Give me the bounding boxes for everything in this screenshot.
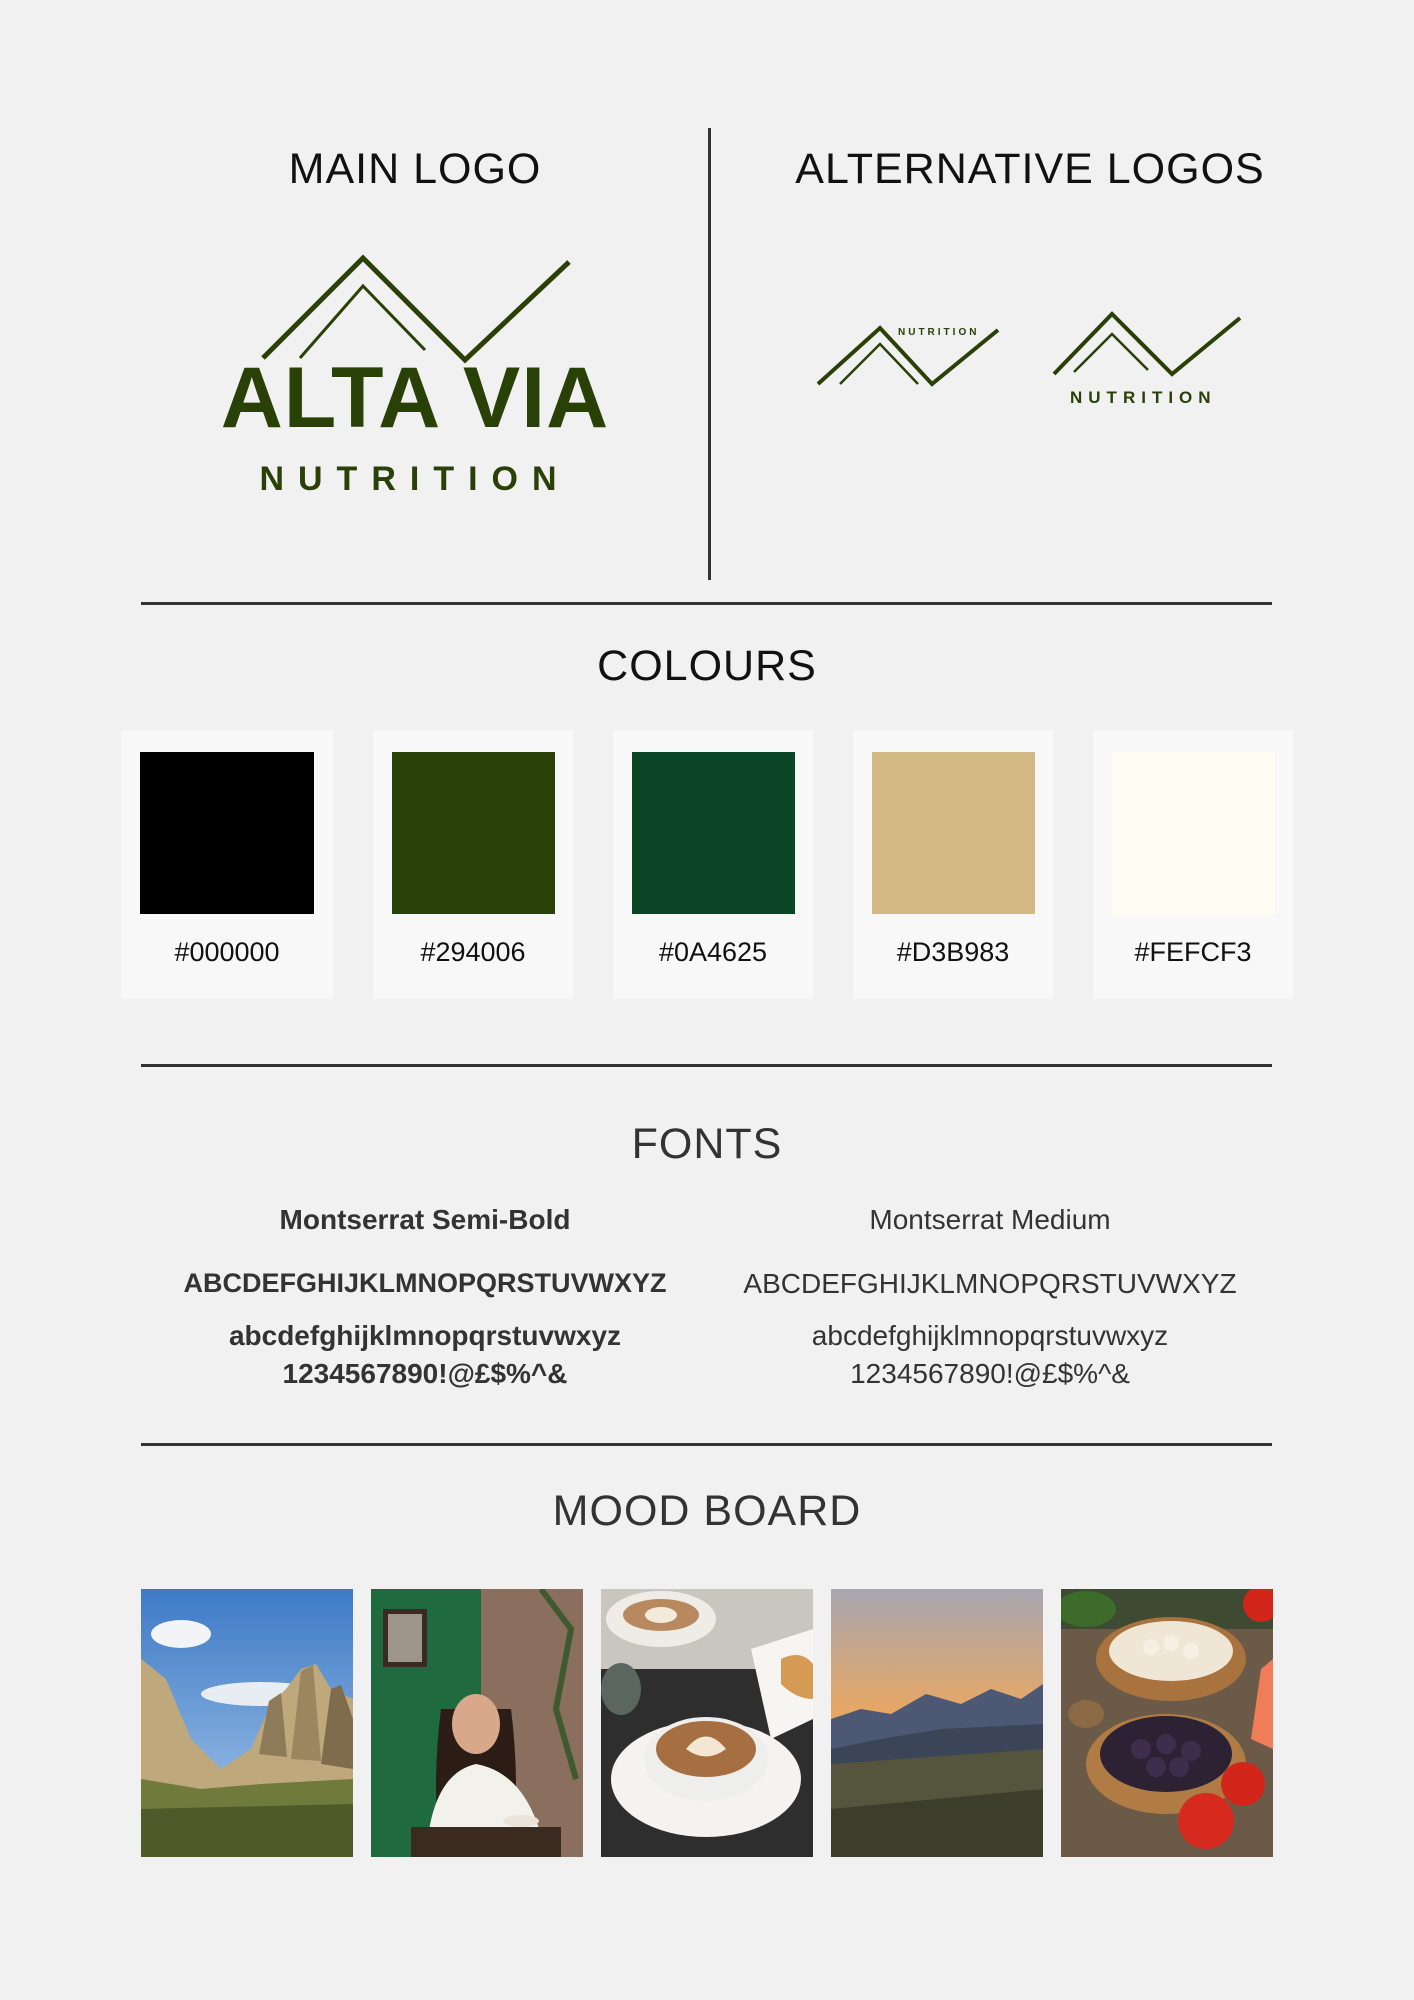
font-semibold-upper: ABCDEFGHIJKLMNOPQRSTUVWXYZ	[183, 1268, 667, 1298]
colour-hex: #FEFCF3	[1134, 937, 1252, 967]
colour-hex: #294006	[420, 937, 526, 967]
main-logo-title: MAIN LOGO	[288, 145, 542, 193]
colour-hex: #D3B983	[896, 937, 1010, 967]
alt-logo-2-text: NUTRITION	[1070, 388, 1217, 407]
alt-logo-1-text: NUTRITION	[898, 327, 980, 338]
font-medium-digits: 1234567890!@£$%^&	[850, 1358, 1130, 1389]
colour-hex: #0A4625	[658, 937, 768, 967]
font-medium-lower: abcdefghijklmnopqrstuvwxyz	[811, 1320, 1169, 1351]
colour-swatch	[140, 752, 314, 914]
mood-image-sunset-mountains-icon	[831, 1589, 1043, 1857]
divider-1	[141, 602, 1272, 605]
mood-board-title: MOOD BOARD	[552, 1487, 862, 1535]
logo-divider	[708, 128, 711, 580]
alt-logo-2-mountain-icon	[1048, 308, 1244, 383]
main-logo-brand-sub: NUTRITION	[259, 460, 571, 498]
colour-card	[853, 730, 1053, 999]
colour-card	[121, 730, 333, 999]
divider-2	[141, 1064, 1272, 1067]
colour-swatch	[872, 752, 1035, 914]
mood-image-mountain-icon	[141, 1589, 353, 1857]
divider-3	[141, 1443, 1272, 1446]
font-semibold-name: Montserrat Semi-Bold	[279, 1204, 571, 1235]
colour-swatch	[632, 752, 795, 914]
colour-swatch	[392, 752, 555, 914]
font-semibold-digits: 1234567890!@£$%^&	[282, 1358, 568, 1389]
colour-hex: #000000	[174, 937, 280, 967]
fonts-title: FONTS	[631, 1120, 783, 1168]
main-logo-brand-name: ALTA VIA	[220, 350, 610, 446]
mood-image-woman-with-coffee-icon	[371, 1589, 583, 1857]
font-medium-name: Montserrat Medium	[869, 1204, 1111, 1235]
colours-title: COLOURS	[597, 642, 817, 690]
colour-card	[613, 730, 813, 999]
alternative-logos-title: ALTERNATIVE LOGOS	[795, 145, 1265, 193]
colour-card	[373, 730, 573, 999]
colour-card	[1093, 730, 1293, 999]
mood-image-healthy-food-icon	[1061, 1589, 1273, 1857]
mood-image-latte-art-icon	[601, 1589, 813, 1857]
colour-swatch	[1112, 752, 1275, 914]
font-semibold-lower: abcdefghijklmnopqrstuvwxyz	[228, 1320, 622, 1351]
font-medium-upper: ABCDEFGHIJKLMNOPQRSTUVWXYZ	[743, 1268, 1237, 1299]
